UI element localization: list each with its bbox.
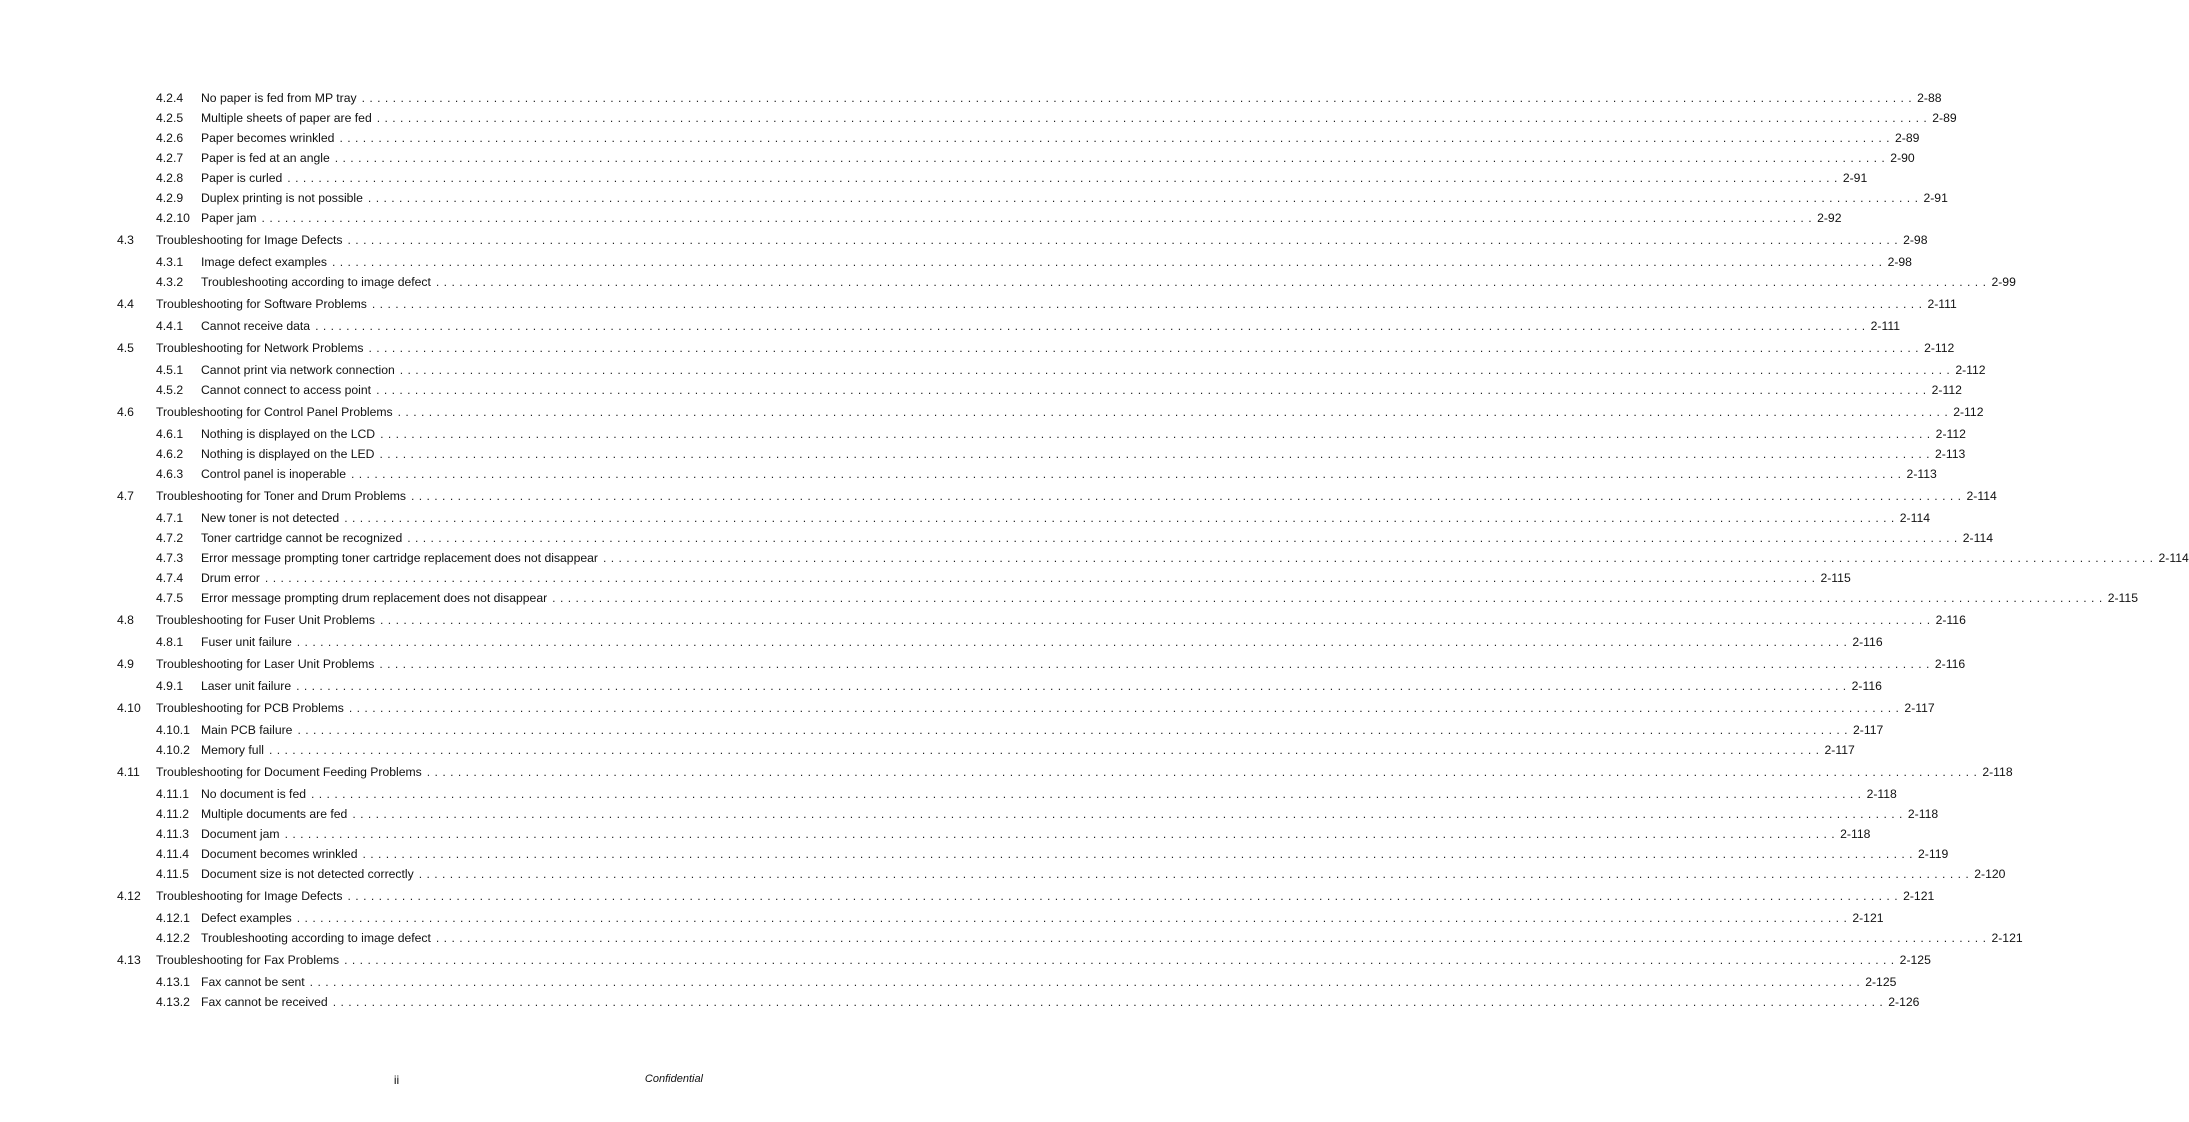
toc-number: 4.3.2	[156, 275, 184, 289]
toc-subsection[interactable]	[0, 129, 1920, 147]
toc-leader-dots: . . . . . . . . . . . . . . . . . . . . . . . . . . . . . . . . . . . . . . . . . . . . . . . . . . . . . . . . . . . . . . . . . . . . . . . . . . . . . . . . . . . . . . . . . . . . . . . . . . . . . . . . . . . . . . . . . . . . . . . . . . . . . . . . . . . . . . . . . . . . . . . . . . . . . . . . . . . . . . . . . . . . . . . . . . . . . . . . . . . . . . . . . . . . . . . . . . . . . . . .	[339, 131, 1890, 145]
toc-line	[201, 549, 2189, 567]
toc-title[interactable]: Troubleshooting for Laser Unit Problems	[156, 657, 375, 671]
toc-page[interactable]: 2-116	[1934, 657, 1966, 671]
toc-leader-dots: . . . . . . . . . . . . . . . . . . . . . . . . . . . . . . . . . . . . . . . . . . . . . . . . . . . . . . . . . . . . . . . . . . . . . . . . . . . . . . . . . . . . . . . . . . . . . . . . . . . . . . . . . . . . . . . . . . . . . . . . . . . . . . . . . . . . . . . . . . . . . . . . . . . . . . . . . . . . . . . . . . . . . . . . . . . . . . . . . . . . . . . . . . . . . . . . . . . . . . . .	[399, 363, 1951, 377]
toc-number: 4.2.5	[156, 111, 184, 125]
toc-leader-dots: . . . . . . . . . . . . . . . . . . . . . . . . . . . . . . . . . . . . . . . . . . . . . . . . . . . . . . . . . . . . . . . . . . . . . . . . . . . . . . . . . . . . . . . . . . . . . . . . . . . . . . . . . . . . . . . . . . . . . . . . . . . . . . . . . . . . . . . . . . . . . . . . . . . . . . . . . . . . . . . . . . . . . . . . . . . . . . . . . . . . . . . . . . . . . . . . . . . . . . . .	[418, 867, 1970, 881]
toc-page[interactable]: 2-89	[1932, 111, 1957, 125]
toc-page[interactable]: 2-112	[1955, 363, 1986, 377]
toc-line	[201, 209, 1842, 227]
toc-subsection[interactable]	[0, 865, 2006, 883]
toc-subsection[interactable]	[0, 973, 1897, 991]
toc-page[interactable]: 2-116	[1851, 679, 1882, 693]
toc-page[interactable]: 2-89	[1895, 131, 1920, 145]
toc-page[interactable]: 2-111	[1870, 319, 1901, 333]
toc-section[interactable]	[0, 655, 1966, 673]
toc-subsection[interactable]	[0, 465, 1937, 483]
confidential-label: Confidential	[644, 1073, 703, 1085]
toc-title[interactable]: Troubleshooting for Fax Problems	[156, 953, 340, 967]
toc-line	[201, 253, 1912, 271]
toc-leader-dots: . . . . . . . . . . . . . . . . . . . . . . . . . . . . . . . . . . . . . . . . . . . . . . . . . . . . . . . . . . . . . . . . . . . . . . . . . . . . . . . . . . . . . . . . . . . . . . . . . . . . . . . . . . . . . . . . . . . . . . . . . . . . . . . . . . . . . . . . . . . . . . . . . . . . . . . . . . . . . . . . . . . . . . . . . . . . . . . . . . . . . . . . . . . . . . . . . . . . . . . .	[347, 233, 1899, 247]
toc-page[interactable]: 2-117	[1853, 723, 1884, 737]
toc-leader-dots: . . . . . . . . . . . . . . . . . . . . . . . . . . . . . . . . . . . . . . . . . . . . . . . . . . . . . . . . . . . . . . . . . . . . . . . . . . . . . . . . . . . . . . . . . . . . . . . . . . . . . . . . . . . . . . . . . . . . . . . . . . . . . . . . . . . . . . . . . . . . . . . . . . . . . . . . . . . . . . . . . . . . . . . . . . . . . . . . . . . . . . . . . . . . . . . . . . . . . . . .	[552, 591, 2103, 605]
toc-title[interactable]: Memory full	[201, 743, 264, 757]
toc-leader-dots: . . . . . . . . . . . . . . . . . . . . . . . . . . . . . . . . . . . . . . . . . . . . . . . . . . . . . . . . . . . . . . . . . . . . . . . . . . . . . . . . . . . . . . . . . . . . . . . . . . . . . . . . . . . . . . . . . . . . . . . . . . . . . . . . . . . . . . . . . . . . . . . . . . . . . . . . . . . . . . . . . . . . . . . . . . . . . . . . . . . . . . . . . . . . . . . . . . . . . . . .	[410, 489, 1962, 503]
toc-number: 4.3	[117, 233, 134, 247]
toc-section[interactable]	[0, 611, 1966, 629]
toc-page[interactable]: 2-121	[1903, 889, 1935, 903]
toc-number: 4.13	[117, 953, 141, 967]
toc-leader-dots: . . . . . . . . . . . . . . . . . . . . . . . . . . . . . . . . . . . . . . . . . . . . . . . . . . . . . . . . . . . . . . . . . . . . . . . . . . . . . . . . . . . . . . . . . . . . . . . . . . . . . . . . . . . . . . . . . . . . . . . . . . . . . . . . . . . . . . . . . . . . . . . . . . . . . . . . . . . . . . . . . . . . . . . . . . . . . . . . . . . . . . . . . . . . . . . . . . . . . . . .	[344, 953, 1895, 967]
toc-title[interactable]: No paper is fed from MP tray	[201, 91, 357, 105]
toc-line	[201, 129, 1920, 147]
toc-number: 4.11.5	[156, 867, 189, 881]
toc-number: 4.8	[117, 613, 134, 627]
toc-title[interactable]: New toner is not detected	[201, 511, 340, 525]
toc-section[interactable]	[0, 339, 1955, 357]
toc-title[interactable]: Laser unit failure	[201, 679, 292, 693]
toc-section[interactable]	[0, 763, 2013, 781]
toc-leader-dots: . . . . . . . . . . . . . . . . . . . . . . . . . . . . . . . . . . . . . . . . . . . . . . . . . . . . . . . . . . . . . . . . . . . . . . . . . . . . . . . . . . . . . . . . . . . . . . . . . . . . . . . . . . . . . . . . . . . . . . . . . . . . . . . . . . . . . . . . . . . . . . . . . . . . . . . . . . . . . . . . . . . . . . . . . . . . . . . . . . . . . . . . . . . . . . . . . . . . . . . .	[348, 701, 1900, 715]
page-number: ii	[393, 1073, 400, 1087]
toc-number: 4.6	[117, 405, 134, 419]
toc-line	[201, 273, 2016, 291]
toc-title[interactable]: Troubleshooting for Software Problems	[156, 297, 367, 311]
toc-line	[156, 887, 1935, 905]
toc-title[interactable]: Toner cartridge cannot be recognized	[201, 531, 403, 545]
toc-line	[201, 589, 2138, 607]
toc-number: 4.7.3	[156, 551, 184, 565]
toc-subsection[interactable]	[0, 741, 1855, 759]
toc-leader-dots: . . . . . . . . . . . . . . . . . . . . . . . . . . . . . . . . . . . . . . . . . . . . . . . . . . . . . . . . . . . . . . . . . . . . . . . . . . . . . . . . . . . . . . . . . . . . . . . . . . . . . . . . . . . . . . . . . . . . . . . . . . . . . . . . . . . . . . . . . . . . . . . . . . . . . . . . . . . . . . . . . . . . . . . . . . . . . . . . . . . . . . . . . . . . . . . . . . . . . . . .	[309, 975, 1861, 989]
toc-title[interactable]: Troubleshooting for Image Defects	[156, 889, 343, 903]
toc-leader-dots: . . . . . . . . . . . . . . . . . . . . . . . . . . . . . . . . . . . . . . . . . . . . . . . . . . . . . . . . . . . . . . . . . . . . . . . . . . . . . . . . . . . . . . . . . . . . . . . . . . . . . . . . . . . . . . . . . . . . . . . . . . . . . . . . . . . . . . . . . . . . . . . . . . . . . . . . . . . . . . . . . . . . . . . . . . . . . . . . . . . . . . . . . . . . . . . . . . . . . . . .	[368, 341, 1920, 355]
toc-line	[201, 109, 1957, 127]
toc-page[interactable]: 2-118	[1982, 765, 2013, 779]
toc-page[interactable]: 2-111	[1927, 297, 1957, 311]
toc-number: 4.5.1	[156, 363, 184, 377]
toc-page[interactable]: 2-117	[1904, 701, 1935, 715]
toc-page[interactable]: 2-91	[1923, 191, 1948, 205]
toc-line	[201, 677, 1882, 695]
toc-page[interactable]: 2-115	[1820, 571, 1851, 585]
toc-title[interactable]: Troubleshooting for Image Defects	[156, 233, 343, 247]
toc-title[interactable]: Fax cannot be received	[201, 995, 328, 1009]
toc-line	[201, 509, 1931, 527]
toc-number: 4.4	[117, 297, 134, 311]
toc-page[interactable]: 2-125	[1865, 975, 1897, 989]
toc-title[interactable]: Troubleshooting for Network Problems	[156, 341, 364, 355]
toc-page[interactable]: 2-99	[1991, 275, 2016, 289]
toc-leader-dots: . . . . . . . . . . . . . . . . . . . . . . . . . . . . . . . . . . . . . . . . . . . . . . . . . . . . . . . . . . . . . . . . . . . . . . . . . . . . . . . . . . . . . . . . . . . . . . . . . . . . . . . . . . . . . . . . . . . . . . . . . . . . . . . . . . . . . . . . . . . . . . . . . . . . . . . . . . . . . . . . . . . . . . . . . . . . . . . . . . . . . . . . . . . . . . . . . . . . . . . .	[376, 383, 1927, 397]
toc-leader-dots: . . . . . . . . . . . . . . . . . . . . . . . . . . . . . . . . . . . . . . . . . . . . . . . . . . . . . . . . . . . . . . . . . . . . . . . . . . . . . . . . . . . . . . . . . . . . . . . . . . . . . . . . . . . . . . . . . . . . . . . . . . . . . . . . . . . . . . . . . . . . . . . . . . . . . . . . . . . . . . . . . . . . . . . . . . . . . . . . . . . . . . . . . . . . . . . . . . . . . . . .	[371, 297, 1923, 311]
toc-number: 4.13.2	[156, 995, 190, 1009]
toc-title[interactable]: Defect examples	[201, 911, 292, 925]
toc-title[interactable]: Cannot receive data	[201, 319, 311, 333]
toc-subsection[interactable]	[0, 929, 2023, 947]
toc-number: 4.6.3	[156, 467, 184, 481]
toc-subsection[interactable]	[0, 445, 1966, 463]
toc-page[interactable]: 2-119	[1918, 847, 1949, 861]
toc-number: 4.9	[117, 657, 134, 671]
toc-line	[156, 487, 1997, 505]
toc-leader-dots: . . . . . . . . . . . . . . . . . . . . . . . . . . . . . . . . . . . . . . . . . . . . . . . . . . . . . . . . . . . . . . . . . . . . . . . . . . . . . . . . . . . . . . . . . . . . . . . . . . . . . . . . . . . . . . . . . . . . . . . . . . . . . . . . . . . . . . . . . . . . . . . . . . . . . . . . . . . . . . . . . . . . . . . . . . . . . . . . . . . . . . . . . . . . . . . . . . . . . . . .	[397, 405, 1949, 419]
toc-subsection[interactable]	[0, 589, 2138, 607]
toc-line	[156, 295, 1957, 313]
toc-subsection[interactable]	[0, 529, 1994, 547]
toc-leader-dots: . . . . . . . . . . . . . . . . . . . . . . . . . . . . . . . . . . . . . . . . . . . . . . . . . . . . . . . . . . . . . . . . . . . . . . . . . . . . . . . . . . . . . . . . . . . . . . . . . . . . . . . . . . . . . . . . . . . . . . . . . . . . . . . . . . . . . . . . . . . . . . . . . . . . . . . . . . . . . . . . . . . . . . . . . . . . . . . . . . . . . . . . . . . . . . . . . . . . . . . .	[362, 847, 1914, 861]
toc-line	[201, 569, 1851, 587]
toc-page[interactable]: 2-92	[1817, 211, 1842, 225]
toc-line	[156, 763, 2013, 781]
toc-line	[201, 361, 1986, 379]
toc-subsection[interactable]	[0, 509, 1931, 527]
toc-title[interactable]: Error message prompting toner cartridge replacement does not disappear	[201, 551, 598, 565]
toc-page[interactable]: 2-114	[1966, 489, 1997, 503]
toc-line	[156, 231, 1928, 249]
toc-line	[156, 403, 1984, 421]
toc-leader-dots: . . . . . . . . . . . . . . . . . . . . . . . . . . . . . . . . . . . . . . . . . . . . . . . . . . . . . . . . . . . . . . . . . . . . . . . . . . . . . . . . . . . . . . . . . . . . . . . . . . . . . . . . . . . . . . . . . . . . . . . . . . . . . . . . . . . . . . . . . . . . . . . . . . . . . . . . . . . . . . . . . . . . . . . . . . . . . . . . . . . . . . . . . . . . . . . . . . . . . . . .	[426, 765, 1978, 779]
toc-leader-dots: . . . . . . . . . . . . . . . . . . . . . . . . . . . . . . . . . . . . . . . . . . . . . . . . . . . . . . . . . . . . . . . . . . . . . . . . . . . . . . . . . . . . . . . . . . . . . . . . . . . . . . . . . . . . . . . . . . . . . . . . . . . . . . . . . . . . . . . . . . . . . . . . . . . . . . . . . . . . . . . . . . . . . . . . . . . . . . . . . . . . . . . . . . . . . . . . . . . . . . . .	[297, 723, 1848, 737]
toc-section[interactable]	[0, 487, 1997, 505]
toc-number: 4.11	[117, 765, 140, 779]
toc-page[interactable]: 2-112	[1953, 405, 1984, 419]
toc-leader-dots: . . . . . . . . . . . . . . . . . . . . . . . . . . . . . . . . . . . . . . . . . . . . . . . . . . . . . . . . . . . . . . . . . . . . . . . . . . . . . . . . . . . . . . . . . . . . . . . . . . . . . . . . . . . . . . . . . . . . . . . . . . . . . . . . . . . . . . . . . . . . . . . . . . . . . . . . . . . . . . . . . . . . . . . . . . . . . . . . . . . . . . . . . . . . . . . . . . . . . . . .	[268, 743, 1820, 757]
toc-page[interactable]: 2-121	[1991, 931, 2023, 945]
toc-number: 4.7.4	[156, 571, 184, 585]
toc-line	[156, 611, 1966, 629]
toc-title[interactable]: Document becomes wrinkled	[201, 847, 358, 861]
toc-subsection[interactable]	[0, 721, 1884, 739]
toc-page[interactable]: 2-114	[1962, 531, 1994, 545]
toc-leader-dots: . . . . . . . . . . . . . . . . . . . . . . . . . . . . . . . . . . . . . . . . . . . . . . . . . . . . . . . . . . . . . . . . . . . . . . . . . . . . . . . . . . . . . . . . . . . . . . . . . . . . . . . . . . . . . . . . . . . . . . . . . . . . . . . . . . . . . . . . . . . . . . . . . . . . . . . . . . . . . . . . . . . . . . . . . . . . . . . . . . . . . . . . . . . . . . . . . . . . . . . .	[380, 613, 1931, 627]
toc-number: 4.3.1	[156, 255, 184, 269]
toc-line	[201, 381, 1962, 399]
toc-page[interactable]: 2-118	[1907, 807, 1939, 821]
toc-leader-dots: . . . . . . . . . . . . . . . . . . . . . . . . . . . . . . . . . . . . . . . . . . . . . . . . . . . . . . . . . . . . . . . . . . . . . . . . . . . . . . . . . . . . . . . . . . . . . . . . . . . . . . . . . . . . . . . . . . . . . . . . . . . . . . . . . . . . . . . . . . . . . . . . . . . . . . . . . . . . . . . . . . . . . . . . . . . . . . . . . . . . . . . . . . . . . . . . . . . . . . . .	[602, 551, 2154, 565]
toc-leader-dots: . . . . . . . . . . . . . . . . . . . . . . . . . . . . . . . . . . . . . . . . . . . . . . . . . . . . . . . . . . . . . . . . . . . . . . . . . . . . . . . . . . . . . . . . . . . . . . . . . . . . . . . . . . . . . . . . . . . . . . . . . . . . . . . . . . . . . . . . . . . . . . . . . . . . . . . . . . . . . . . . . . . . . . . . . . . . . . . . . . . . . . . . . . . . . . . . . . . . . . . .	[261, 211, 1813, 225]
toc-title[interactable]: Document size is not detected correctly	[201, 867, 414, 881]
toc-number: 4.10	[117, 701, 141, 715]
toc-leader-dots: . . . . . . . . . . . . . . . . . . . . . . . . . . . . . . . . . . . . . . . . . . . . . . . . . . . . . . . . . . . . . . . . . . . . . . . . . . . . . . . . . . . . . . . . . . . . . . . . . . . . . . . . . . . . . . . . . . . . . . . . . . . . . . . . . . . . . . . . . . . . . . . . . . . . . . . . . . . . . . . . . . . . . . . . . . . . . . . . . . . . . . . . . . . . . . . . . . . . . . . .	[361, 91, 1913, 105]
toc-subsection[interactable]	[0, 993, 1920, 1011]
toc-number: 4.10.1	[156, 723, 190, 737]
toc-subsection[interactable]	[0, 909, 1884, 927]
toc-subsection[interactable]	[0, 361, 1986, 379]
toc-line	[201, 721, 1884, 739]
toc-leader-dots: . . . . . . . . . . . . . . . . . . . . . . . . . . . . . . . . . . . . . . . . . . . . . . . . . . . . . . . . . . . . . . . . . . . . . . . . . . . . . . . . . . . . . . . . . . . . . . . . . . . . . . . . . . . . . . . . . . . . . . . . . . . . . . . . . . . . . . . . . . . . . . . . . . . . . . . . . . . . . . . . . . . . . . . . . . . . . . . . . . . . . . . . . . . . . . . . . . . . . . . .	[315, 319, 1866, 333]
toc-line	[201, 445, 1966, 463]
toc-line	[201, 425, 1966, 443]
toc-number: 4.10.2	[156, 743, 190, 757]
toc-line	[201, 169, 1868, 187]
toc-title[interactable]: Troubleshooting for Toner and Drum Problems	[156, 489, 406, 503]
toc-subsection[interactable]	[0, 549, 2189, 567]
toc-subsection[interactable]	[0, 317, 1901, 335]
toc-number: 4.11.3	[156, 827, 189, 841]
toc-number: 4.13.1	[156, 975, 190, 989]
toc-page[interactable]: 2-88	[1917, 91, 1942, 105]
toc-page[interactable]: 2-98	[1903, 233, 1928, 247]
toc-line	[201, 993, 1920, 1011]
toc-leader-dots: . . . . . . . . . . . . . . . . . . . . . . . . . . . . . . . . . . . . . . . . . . . . . . . . . . . . . . . . . . . . . . . . . . . . . . . . . . . . . . . . . . . . . . . . . . . . . . . . . . . . . . . . . . . . . . . . . . . . . . . . . . . . . . . . . . . . . . . . . . . . . . . . . . . . . . . . . . . . . . . . . . . . . . . . . . . . . . . . . . . . . . . . . . . . . . . . . . . . . . . .	[284, 827, 1836, 841]
toc-subsection[interactable]	[0, 149, 1915, 167]
toc-title[interactable]: Error message prompting drum replacement does not disappear	[201, 591, 548, 605]
toc-page[interactable]: 2-117	[1824, 743, 1855, 757]
toc-title[interactable]: Document jam	[201, 827, 280, 841]
toc-leader-dots: . . . . . . . . . . . . . . . . . . . . . . . . . . . . . . . . . . . . . . . . . . . . . . . . . . . . . . . . . . . . . . . . . . . . . . . . . . . . . . . . . . . . . . . . . . . . . . . . . . . . . . . . . . . . . . . . . . . . . . . . . . . . . . . . . . . . . . . . . . . . . . . . . . . . . . . . . . . . . . . . . . . . . . . . . . . . . . . . . . . . . . . . . . . . . . . . . . . . . . . .	[379, 657, 1930, 671]
toc-page[interactable]: 2-112	[1935, 427, 1966, 441]
toc-leader-dots: . . . . . . . . . . . . . . . . . . . . . . . . . . . . . . . . . . . . . . . . . . . . . . . . . . . . . . . . . . . . . . . . . . . . . . . . . . . . . . . . . . . . . . . . . . . . . . . . . . . . . . . . . . . . . . . . . . . . . . . . . . . . . . . . . . . . . . . . . . . . . . . . . . . . . . . . . . . . . . . . . . . . . . . . . . . . . . . . . . . . . . . . . . . . . . . . . . . . . . . .	[296, 911, 1848, 925]
toc-leader-dots: . . . . . . . . . . . . . . . . . . . . . . . . . . . . . . . . . . . . . . . . . . . . . . . . . . . . . . . . . . . . . . . . . . . . . . . . . . . . . . . . . . . . . . . . . . . . . . . . . . . . . . . . . . . . . . . . . . . . . . . . . . . . . . . . . . . . . . . . . . . . . . . . . . . . . . . . . . . . . . . . . . . . . . . . . . . . . . . . . . . . . . . . . . . . . . . . . . . . . . . .	[347, 889, 1899, 903]
toc-number: 4.2.6	[156, 131, 184, 145]
toc-line	[156, 699, 1935, 717]
toc-number: 4.7.2	[156, 531, 184, 545]
toc-line	[201, 909, 1884, 927]
toc-page[interactable]: 2-116	[1852, 635, 1883, 649]
toc-page[interactable]: 2-112	[1924, 341, 1955, 355]
toc-leader-dots: . . . . . . . . . . . . . . . . . . . . . . . . . . . . . . . . . . . . . . . . . . . . . . . . . . . . . . . . . . . . . . . . . . . . . . . . . . . . . . . . . . . . . . . . . . . . . . . . . . . . . . . . . . . . . . . . . . . . . . . . . . . . . . . . . . . . . . . . . . . . . . . . . . . . . . . . . . . . . . . . . . . . . . . . . . . . . . . . . . . . . . . . . . . . . . . . . . . . . . . .	[296, 635, 1848, 649]
toc-number: 4.11.4	[156, 847, 189, 861]
toc-subsection[interactable]	[0, 381, 1962, 399]
toc-leader-dots: . . . . . . . . . . . . . . . . . . . . . . . . . . . . . . . . . . . . . . . . . . . . . . . . . . . . . . . . . . . . . . . . . . . . . . . . . . . . . . . . . . . . . . . . . . . . . . . . . . . . . . . . . . . . . . . . . . . . . . . . . . . . . . . . . . . . . . . . . . . . . . . . . . . . . . . . . . . . . . . . . . . . . . . . . . . . . . . . . . . . . . . . . . . . . . . . . . . . . . . .	[344, 511, 1895, 525]
toc-page[interactable]: 2-125	[1899, 953, 1931, 967]
toc-page[interactable]: 2-118	[1866, 787, 1897, 801]
toc-subsection[interactable]	[0, 169, 1868, 187]
toc-number: 4.6.1	[156, 427, 184, 441]
toc-page[interactable]: 2-118	[1840, 827, 1871, 841]
toc-leader-dots: . . . . . . . . . . . . . . . . . . . . . . . . . . . . . . . . . . . . . . . . . . . . . . . . . . . . . . . . . . . . . . . . . . . . . . . . . . . . . . . . . . . . . . . . . . . . . . . . . . . . . . . . . . . . . . . . . . . . . . . . . . . . . . . . . . . . . . . . . . . . . . . . . . . . . . . . . . . . . . . . . . . . . . . . . . . . . . . . . . . . . . . . . . . . . . . . . . . . . . . .	[376, 111, 1928, 125]
toc-leader-dots: . . . . . . . . . . . . . . . . . . . . . . . . . . . . . . . . . . . . . . . . . . . . . . . . . . . . . . . . . . . . . . . . . . . . . . . . . . . . . . . . . . . . . . . . . . . . . . . . . . . . . . . . . . . . . . . . . . . . . . . . . . . . . . . . . . . . . . . . . . . . . . . . . . . . . . . . . . . . . . . . . . . . . . . . . . . . . . . . . . . . . . . . . . . . . . . . . . . . . . . .	[264, 571, 1816, 585]
toc-section[interactable]	[0, 295, 1957, 313]
toc-title[interactable]: Image defect examples	[201, 255, 328, 269]
toc-leader-dots: . . . . . . . . . . . . . . . . . . . . . . . . . . . . . . . . . . . . . . . . . . . . . . . . . . . . . . . . . . . . . . . . . . . . . . . . . . . . . . . . . . . . . . . . . . . . . . . . . . . . . . . . . . . . . . . . . . . . . . . . . . . . . . . . . . . . . . . . . . . . . . . . . . . . . . . . . . . . . . . . . . . . . . . . . . . . . . . . . . . . . . . . . . . . . . . . . . . . . . . .	[407, 531, 1958, 545]
toc-line	[156, 951, 1931, 969]
toc-page[interactable]: 2-90	[1890, 151, 1915, 165]
toc-number: 4.5	[117, 341, 134, 355]
toc-section[interactable]	[0, 951, 1931, 969]
toc-title[interactable]: Troubleshooting for Control Panel Problems	[156, 405, 393, 419]
toc-number: 4.9.1	[156, 679, 184, 693]
toc-page[interactable]: 2-121	[1852, 911, 1884, 925]
toc-number: 4.2.9	[156, 191, 184, 205]
toc-page[interactable]: 2-114	[1899, 511, 1931, 525]
toc-leader-dots: . . . . . . . . . . . . . . . . . . . . . . . . . . . . . . . . . . . . . . . . . . . . . . . . . . . . . . . . . . . . . . . . . . . . . . . . . . . . . . . . . . . . . . . . . . . . . . . . . . . . . . . . . . . . . . . . . . . . . . . . . . . . . . . . . . . . . . . . . . . . . . . . . . . . . . . . . . . . . . . . . . . . . . . . . . . . . . . . . . . . . . . . . . . . . . . . . . . . . . . .	[334, 151, 1886, 165]
toc-number: 4.4.1	[156, 319, 184, 333]
toc-leader-dots: . . . . . . . . . . . . . . . . . . . . . . . . . . . . . . . . . . . . . . . . . . . . . . . . . . . . . . . . . . . . . . . . . . . . . . . . . . . . . . . . . . . . . . . . . . . . . . . . . . . . . . . . . . . . . . . . . . . . . . . . . . . . . . . . . . . . . . . . . . . . . . . . . . . . . . . . . . . . . . . . . . . . . . . . . . . . . . . . . . . . . . . . . . . . . . . . . . . . . . . .	[380, 427, 1931, 441]
toc-number: 4.2.7	[156, 151, 184, 165]
toc-line	[201, 825, 1871, 843]
toc-title[interactable]: Multiple sheets of paper are fed	[201, 111, 372, 125]
toc-leader-dots: . . . . . . . . . . . . . . . . . . . . . . . . . . . . . . . . . . . . . . . . . . . . . . . . . . . . . . . . . . . . . . . . . . . . . . . . . . . . . . . . . . . . . . . . . . . . . . . . . . . . . . . . . . . . . . . . . . . . . . . . . . . . . . . . . . . . . . . . . . . . . . . . . . . . . . . . . . . . . . . . . . . . . . . . . . . . . . . . . . . . . . . . . . . . . . . . . . . . . . . .	[311, 787, 1862, 801]
toc-line	[201, 189, 1948, 207]
toc-number: 4.12	[117, 889, 141, 903]
toc-line	[201, 973, 1897, 991]
toc-line	[201, 89, 1942, 107]
toc-leader-dots: . . . . . . . . . . . . . . . . . . . . . . . . . . . . . . . . . . . . . . . . . . . . . . . . . . . . . . . . . . . . . . . . . . . . . . . . . . . . . . . . . . . . . . . . . . . . . . . . . . . . . . . . . . . . . . . . . . . . . . . . . . . . . . . . . . . . . . . . . . . . . . . . . . . . . . . . . . . . . . . . . . . . . . . . . . . . . . . . . . . . . . . . . . . . . . . . . . . . . . . .	[367, 191, 1919, 205]
toc-subsection[interactable]	[0, 569, 1851, 587]
toc-number: 4.7.1	[156, 511, 184, 525]
toc-title[interactable]: Troubleshooting according to image defect	[201, 275, 431, 289]
toc-leader-dots: . . . . . . . . . . . . . . . . . . . . . . . . . . . . . . . . . . . . . . . . . . . . . . . . . . . . . . . . . . . . . . . . . . . . . . . . . . . . . . . . . . . . . . . . . . . . . . . . . . . . . . . . . . . . . . . . . . . . . . . . . . . . . . . . . . . . . . . . . . . . . . . . . . . . . . . . . . . . . . . . . . . . . . . . . . . . . . . . . . . . . . . . . . . . . . . . . . . . . . . .	[332, 995, 1884, 1009]
toc-title[interactable]: Drum error	[201, 571, 260, 585]
toc-leader-dots: . . . . . . . . . . . . . . . . . . . . . . . . . . . . . . . . . . . . . . . . . . . . . . . . . . . . . . . . . . . . . . . . . . . . . . . . . . . . . . . . . . . . . . . . . . . . . . . . . . . . . . . . . . . . . . . . . . . . . . . . . . . . . . . . . . . . . . . . . . . . . . . . . . . . . . . . . . . . . . . . . . . . . . . . . . . . . . . . . . . . . . . . . . . . . . . . . . . . . . . .	[435, 931, 1987, 945]
toc-page[interactable]: 2-120	[1974, 867, 2006, 881]
toc-title[interactable]: Troubleshooting for Fuser Unit Problems	[156, 613, 376, 627]
toc-page[interactable]: 2-116	[1935, 613, 1966, 627]
toc-title[interactable]: Paper becomes wrinkled	[201, 131, 335, 145]
toc-page[interactable]: 2-91	[1842, 171, 1868, 185]
toc-title[interactable]: Troubleshooting for PCB Problems	[156, 701, 344, 715]
toc-page[interactable]: 2-114	[2158, 551, 2189, 565]
toc-line	[201, 529, 1994, 547]
toc-number: 4.12.2	[156, 931, 190, 945]
toc-section[interactable]	[0, 231, 1928, 249]
toc-subsection[interactable]	[0, 785, 1897, 803]
toc-section[interactable]	[0, 403, 1984, 421]
toc-subsection[interactable]	[0, 425, 1966, 443]
toc-leader-dots: . . . . . . . . . . . . . . . . . . . . . . . . . . . . . . . . . . . . . . . . . . . . . . . . . . . . . . . . . . . . . . . . . . . . . . . . . . . . . . . . . . . . . . . . . . . . . . . . . . . . . . . . . . . . . . . . . . . . . . . . . . . . . . . . . . . . . . . . . . . . . . . . . . . . . . . . . . . . . . . . . . . . . . . . . . . . . . . . . . . . . . . . . . . . . . . . . . . . . . . .	[352, 807, 1903, 821]
toc-title[interactable]: Fuser unit failure	[201, 635, 292, 649]
toc-line	[201, 865, 2006, 883]
toc-title[interactable]: Troubleshooting according to image defect	[201, 931, 431, 945]
toc-subsection[interactable]	[0, 89, 1942, 107]
toc-line	[201, 845, 1949, 863]
toc-leader-dots: . . . . . . . . . . . . . . . . . . . . . . . . . . . . . . . . . . . . . . . . . . . . . . . . . . . . . . . . . . . . . . . . . . . . . . . . . . . . . . . . . . . . . . . . . . . . . . . . . . . . . . . . . . . . . . . . . . . . . . . . . . . . . . . . . . . . . . . . . . . . . . . . . . . . . . . . . . . . . . . . . . . . . . . . . . . . . . . . . . . . . . . . . . . . . . . . . . . . . . . .	[435, 275, 1987, 289]
toc-subsection[interactable]	[0, 677, 1882, 695]
toc-line	[201, 929, 2023, 947]
toc-title[interactable]: Paper is fed at an angle	[201, 151, 330, 165]
toc-subsection[interactable]	[0, 253, 1912, 271]
toc-line	[201, 741, 1855, 759]
toc-section[interactable]	[0, 887, 1935, 905]
toc-line	[201, 633, 1883, 651]
toc-subsection[interactable]	[0, 209, 1842, 227]
toc-leader-dots: . . . . . . . . . . . . . . . . . . . . . . . . . . . . . . . . . . . . . . . . . . . . . . . . . . . . . . . . . . . . . . . . . . . . . . . . . . . . . . . . . . . . . . . . . . . . . . . . . . . . . . . . . . . . . . . . . . . . . . . . . . . . . . . . . . . . . . . . . . . . . . . . . . . . . . . . . . . . . . . . . . . . . . . . . . . . . . . . . . . . . . . . . . . . . . . . . . . . . . . .	[379, 447, 1930, 461]
toc-title[interactable]: Duplex printing is not possible	[201, 191, 363, 205]
toc-line	[201, 465, 1937, 483]
toc-number: 4.11.2	[156, 807, 189, 821]
toc-leader-dots: . . . . . . . . . . . . . . . . . . . . . . . . . . . . . . . . . . . . . . . . . . . . . . . . . . . . . . . . . . . . . . . . . . . . . . . . . . . . . . . . . . . . . . . . . . . . . . . . . . . . . . . . . . . . . . . . . . . . . . . . . . . . . . . . . . . . . . . . . . . . . . . . . . . . . . . . . . . . . . . . . . . . . . . . . . . . . . . . . . . . . . . . . . . . . . . . . . . . . . . .	[287, 171, 1838, 185]
toc-leader-dots: . . . . . . . . . . . . . . . . . . . . . . . . . . . . . . . . . . . . . . . . . . . . . . . . . . . . . . . . . . . . . . . . . . . . . . . . . . . . . . . . . . . . . . . . . . . . . . . . . . . . . . . . . . . . . . . . . . . . . . . . . . . . . . . . . . . . . . . . . . . . . . . . . . . . . . . . . . . . . . . . . . . . . . . . . . . . . . . . . . . . . . . . . . . . . . . . . . . . . . . .	[351, 467, 1902, 481]
toc-page[interactable]: 2-113	[1935, 447, 1966, 461]
toc-number: 4.7.5	[156, 591, 184, 605]
toc-subsection[interactable]	[0, 805, 1939, 823]
toc-number: 4.6.2	[156, 447, 184, 461]
toc-title[interactable]: Cannot print via network connection	[201, 363, 395, 377]
toc-line	[201, 317, 1901, 335]
toc-title[interactable]: Nothing is displayed on the LCD	[201, 427, 376, 441]
toc-number: 4.12.1	[156, 911, 190, 925]
toc-page[interactable]: 2-115	[2107, 591, 2138, 605]
toc-title[interactable]: Fax cannot be sent	[201, 975, 305, 989]
toc-title[interactable]: Cannot connect to access point	[201, 383, 372, 397]
toc-number: 4.11.1	[156, 787, 189, 801]
toc-title[interactable]: Paper is curled	[201, 171, 283, 185]
toc-number: 4.7	[117, 489, 134, 503]
toc-title[interactable]: Control panel is inoperable	[201, 467, 346, 481]
toc-subsection[interactable]	[0, 109, 1957, 127]
toc-line	[156, 339, 1955, 357]
toc-page[interactable]: 2-113	[1906, 467, 1937, 481]
toc-title[interactable]: Paper jam	[201, 211, 257, 225]
toc-line	[201, 149, 1915, 167]
toc-leader-dots: . . . . . . . . . . . . . . . . . . . . . . . . . . . . . . . . . . . . . . . . . . . . . . . . . . . . . . . . . . . . . . . . . . . . . . . . . . . . . . . . . . . . . . . . . . . . . . . . . . . . . . . . . . . . . . . . . . . . . . . . . . . . . . . . . . . . . . . . . . . . . . . . . . . . . . . . . . . . . . . . . . . . . . . . . . . . . . . . . . . . . . . . . . . . . . . . . . . . . . . .	[296, 679, 1847, 693]
toc-page[interactable]: 2-112	[1931, 383, 1962, 397]
toc-page[interactable]: 2-126	[1888, 995, 1920, 1009]
toc-number: 4.2.4	[156, 91, 184, 105]
toc-number: 4.8.1	[156, 635, 184, 649]
toc-page[interactable]: 2-98	[1887, 255, 1912, 269]
toc-section[interactable]	[0, 699, 1935, 717]
toc-title[interactable]: Nothing is displayed on the LED	[201, 447, 375, 461]
toc-title[interactable]: Multiple documents are fed	[201, 807, 348, 821]
toc-title[interactable]: Troubleshooting for Document Feeding Problems	[156, 765, 422, 779]
toc-subsection[interactable]	[0, 189, 1948, 207]
toc-line	[201, 805, 1939, 823]
toc-subsection[interactable]	[0, 633, 1883, 651]
toc-title[interactable]: No document is fed	[201, 787, 307, 801]
toc-number: 4.5.2	[156, 383, 184, 397]
toc-line	[201, 785, 1897, 803]
toc-leader-dots: . . . . . . . . . . . . . . . . . . . . . . . . . . . . . . . . . . . . . . . . . . . . . . . . . . . . . . . . . . . . . . . . . . . . . . . . . . . . . . . . . . . . . . . . . . . . . . . . . . . . . . . . . . . . . . . . . . . . . . . . . . . . . . . . . . . . . . . . . . . . . . . . . . . . . . . . . . . . . . . . . . . . . . . . . . . . . . . . . . . . . . . . . . . . . . . . . . . . . . . .	[332, 255, 1883, 269]
toc-number: 4.2.10	[156, 211, 190, 225]
toc-subsection[interactable]	[0, 273, 2016, 291]
toc-number: 4.2.8	[156, 171, 184, 185]
toc-title[interactable]: Main PCB failure	[201, 723, 293, 737]
toc-subsection[interactable]	[0, 825, 1871, 843]
toc-line	[156, 655, 1966, 673]
toc-subsection[interactable]	[0, 845, 1949, 863]
